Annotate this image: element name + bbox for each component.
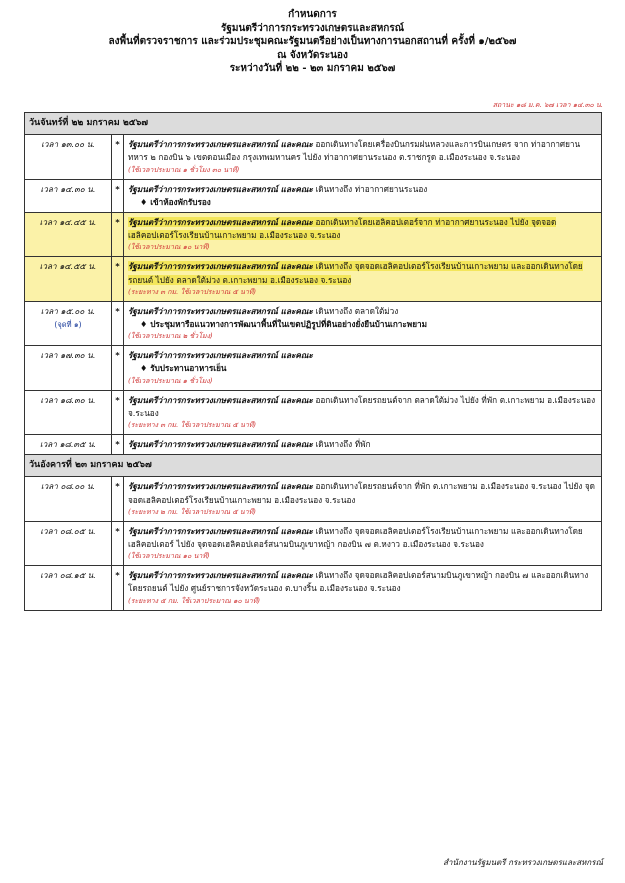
participant: รัฐมนตรีว่าการกระทรวงเกษตรและสหกรณ์ และคณะ — [128, 261, 313, 272]
diamond-icon: ♦ — [140, 363, 151, 374]
diamond-icon: ♦ — [140, 196, 151, 207]
activity-text: เดินทางถึง จุดจอดเฮลิคอปเตอร์โรงเรียนบ้านเกาะพยาม และออกเดินทางโดยเฮลิคอปเตอร์ ไปยัง จุดจอดเฮลิคอปเตอร์สนามบินภูเขาหญ้า กองบิน ๗ ต.หงาว อ.เมืองระนอง จ.ระนอง — [128, 525, 583, 550]
participant: รัฐมนตรีว่าการกระทรวงเกษตรและสหกรณ์ และคณะ — [128, 570, 313, 581]
duration-note: (ระยะทาง ๕ กม. ใช้เวลาประมาณ ๑๐ นาที) — [128, 596, 261, 605]
activity-text: ออกเดินทางโดยรถยนต์จาก ที่พัก ต.เกาะพยาม อ.เมืองระนอง จ.ระนอง ไปยัง จุดจอดเฮลิคอปเตอร์โรงเรียนบ้านเกาะพยาม อ.เมืองระนอง จ.ระนอง — [128, 481, 595, 505]
participant: รัฐมนตรีว่าการกระทรวงเกษตรและสหกรณ์ และคณะ — [128, 305, 313, 316]
sub-item — [128, 362, 597, 375]
day-header — [25, 113, 602, 135]
duration-note: (ระยะทาง ๓ กม. ใช้เวลาประมาณ ๕ นาที) — [128, 421, 257, 430]
activity-cell — [124, 435, 602, 455]
schedule-row — [25, 521, 602, 565]
schedule-row — [25, 301, 602, 345]
time-cell: เวลา ๑๗.๓๐ น. — [25, 346, 112, 390]
sub-item — [128, 196, 597, 209]
schedule-row-highlighted — [25, 213, 602, 257]
bullet: * — [112, 521, 124, 565]
footer-office: สำนักงานรัฐมนตรี กระทรวงเกษตรและสหกรณ์ — [443, 858, 603, 867]
participant: รัฐมนตรีว่าการกระทรวงเกษตรและสหกรณ์ และคณะ — [128, 439, 313, 450]
time-cell: เวลา ๑๔.๔๕ น. — [25, 213, 112, 257]
time-cell: เวลา ๑๘.๓๐ น. — [25, 390, 112, 434]
time-cell: เวลา ๑๓.๐๐ น. — [25, 135, 112, 179]
participant: รัฐมนตรีว่าการกระทรวงเกษตรและสหกรณ์ และคณะ — [128, 350, 313, 361]
duration-note: (ใช้เวลาประมาณ ๑๐ นาที) — [128, 243, 210, 252]
time-cell — [25, 301, 112, 345]
activity-text: เดินทางถึง ท่าอากาศยานระนอง — [312, 183, 428, 194]
activity-text: ออกเดินทางโดยรถยนต์จาก ตลาดใต้ม่วง ไปยัง ที่พัก ต.เกาะพยาม อ.เมืองระนอง จ.ระนอง — [128, 394, 596, 418]
participant: รัฐมนตรีว่าการกระทรวงเกษตรและสหกรณ์ และคณะ — [128, 139, 313, 150]
document-header — [0, 8, 625, 76]
duration-note: (ใช้เวลาประมาณ ๑ ชั่วโมง ๓๐ นาที) — [128, 165, 240, 174]
schedule-row — [25, 135, 602, 179]
schedule-row-highlighted — [25, 257, 602, 301]
activity-cell — [124, 213, 602, 257]
activity-text: ออกเดินทางโดยเฮลิคอปเตอร์จาก ท่าอากาศยานระนอง ไปยัง จุดจอดเฮลิคอปเตอร์โรงเรียนบ้านเกาะพยาม อ.เมืองระนอง จ.ระนอง — [128, 217, 557, 241]
status-note: สถานะ ๑๘ ม.ค. ๖๗ เวลา ๑๔.๓๐ น. — [492, 101, 603, 109]
activity-cell — [124, 257, 602, 301]
schedule-row — [25, 435, 602, 455]
bullet: * — [112, 135, 124, 179]
activity-cell — [124, 566, 602, 610]
day-label: วันจันทร์ที่ ๒๒ มกราคม ๒๕๖๗ — [25, 113, 602, 135]
bullet: * — [112, 213, 124, 257]
header-purpose: ลงพื้นที่ตรวจราชการ และร่วมประชุมคณะรัฐมนตรีอย่างเป็นทางการนอกสถานที่ ครั้งที่ ๑/๒๕๖๗ — [108, 36, 517, 48]
bullet: * — [112, 566, 124, 610]
activity-text: เดินทางถึง จุดจอดเฮลิคอปเตอร์สนามบินภูเขาหญ้า กองบิน ๗ และออกเดินทางโดยรถยนต์ ไปยัง ศูนย์ราชการจังหวัดระนอง ต.บางริ้น อ.เมืองระนอง จ.ระนอง — [128, 570, 589, 594]
schedule-row — [25, 346, 602, 390]
activity-cell — [124, 390, 602, 434]
participant: รัฐมนตรีว่าการกระทรวงเกษตรและสหกรณ์ และคณะ — [128, 525, 313, 536]
bullet: * — [112, 179, 124, 212]
time-cell: เวลา ๑๘.๓๕ น. — [25, 435, 112, 455]
schedule-table — [24, 112, 602, 611]
duration-note: (ใช้เวลาประมาณ ๑๐ นาที) — [128, 552, 210, 561]
header-location: ณ จังหวัดระนอง — [277, 49, 348, 61]
header-minister: รัฐมนตรีว่าการกระทรวงเกษตรและสหกรณ์ — [221, 22, 404, 34]
bullet: * — [112, 301, 124, 345]
activity-cell — [124, 135, 602, 179]
activity-text: ออกเดินทางโดยเครื่องบินกรมฝนหลวงและการบินเกษตร จาก ท่าอากาศยานทหาร ๒ กองบิน ๖ เขตดอนเมือง กรุงเทพมหานคร ไปยัง ท่าอากาศยานระนอง ต.ราชกรูด อ.เมืองระนอง จ.ระนอง — [128, 139, 581, 163]
sub-item-text: เข้าห้องพักรับรอง — [150, 196, 211, 207]
activity-text: เดินทางถึง ตลาดใต้ม่วง — [312, 305, 399, 316]
sub-item — [128, 318, 597, 331]
day-label: วันอังคารที่ ๒๓ มกราคม ๒๕๖๗ — [25, 455, 602, 477]
header-title: กำหนดการ — [288, 9, 337, 20]
bullet: * — [112, 435, 124, 455]
activity-cell — [124, 521, 602, 565]
activity-text: เดินทางถึง ที่พัก — [312, 439, 371, 450]
time-subnote: (จุดที่ ๑) — [54, 320, 82, 330]
duration-note: (ระยะทาง ๓ กม. ใช้เวลาประมาณ ๕ นาที) — [128, 287, 257, 296]
day-header — [25, 455, 602, 477]
duration-note: (ใช้เวลาประมาณ ๒ ชั่วโมง) — [128, 332, 213, 341]
activity-cell — [124, 301, 602, 345]
sub-item-text: รับประทานอาหารเย็น — [150, 363, 227, 374]
duration-note: (ระยะทาง ๒ กม. ใช้เวลาประมาณ ๕ นาที) — [128, 507, 256, 516]
time-cell: เวลา ๑๔.๕๕ น. — [25, 257, 112, 301]
header-dates: ระหว่างวันที่ ๒๒ - ๒๓ มกราคม ๒๕๖๗ — [229, 63, 396, 75]
bullet: * — [112, 346, 124, 390]
participant: รัฐมนตรีว่าการกระทรวงเกษตรและสหกรณ์ และคณะ — [128, 481, 313, 492]
time-cell: เวลา ๐๘.๑๕ น. — [25, 566, 112, 610]
activity-cell — [124, 477, 602, 521]
diamond-icon: ♦ — [140, 319, 151, 330]
time-cell: เวลา ๑๔.๓๐ น. — [25, 179, 112, 212]
duration-note: (ใช้เวลาประมาณ ๑ ชั่วโมง) — [128, 376, 213, 385]
participant: รัฐมนตรีว่าการกระทรวงเกษตรและสหกรณ์ และคณะ — [128, 217, 313, 228]
participant: รัฐมนตรีว่าการกระทรวงเกษตรและสหกรณ์ และคณะ — [128, 394, 313, 405]
bullet: * — [112, 477, 124, 521]
time-cell: เวลา ๐๘.๐๐ น. — [25, 477, 112, 521]
bullet: * — [112, 257, 124, 301]
schedule-row — [25, 390, 602, 434]
schedule-row — [25, 477, 602, 521]
activity-cell — [124, 179, 602, 212]
sub-item-text: ประชุมหารือแนวทางการพัฒนาพื้นที่ในเขตปฏิรูปที่ดินอย่างยั่งยืนบ้านเกาะพยาม — [150, 319, 427, 330]
schedule-row — [25, 566, 602, 610]
schedule-row — [25, 179, 602, 212]
time-text: เวลา ๑๕.๐๐ น. — [40, 305, 96, 316]
activity-cell — [124, 346, 602, 390]
time-cell: เวลา ๐๘.๐๕ น. — [25, 521, 112, 565]
bullet: * — [112, 390, 124, 434]
participant: รัฐมนตรีว่าการกระทรวงเกษตรและสหกรณ์ และคณะ — [128, 183, 313, 194]
activity-text: เดินทางถึง จุดจอดเฮลิคอปเตอร์โรงเรียนบ้านเกาะพยาม และออกเดินทางโดยรถยนต์ ไปยัง ตลาดใต้ม่วง ต.เกาะพยาม อ.เมืองระนอง จ.ระนอง — [128, 261, 583, 285]
